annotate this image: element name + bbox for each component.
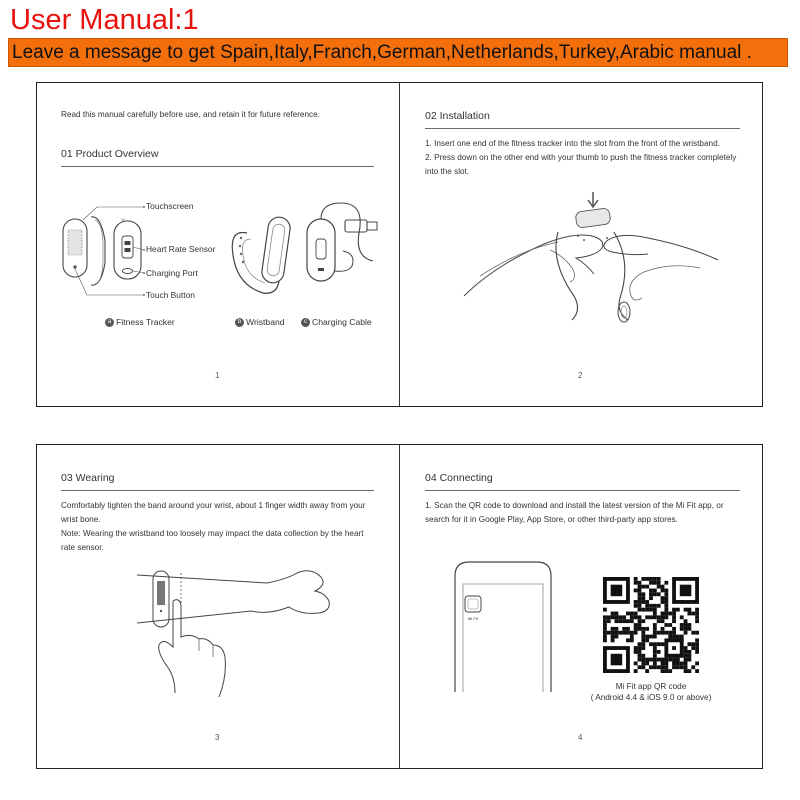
wearing-illustration — [37, 563, 399, 703]
section-heading: 04 Connecting — [425, 472, 493, 484]
caption-badge: c — [301, 318, 310, 327]
qr-caption-title: Mi Fit app QR code — [615, 682, 687, 691]
caption-charging-cable: c Charging Cable — [301, 317, 372, 327]
heading-rule — [425, 128, 740, 129]
page-number: 2 — [578, 371, 583, 380]
language-banner — [8, 38, 788, 67]
page-installation — [400, 83, 762, 406]
connecting-step-1: 1. Scan the QR code to download and install the latest version of the Mi Fit app, or search for it in Google Play, App Store, or other third-party app stores. — [425, 501, 724, 524]
page-number: 1 — [215, 371, 220, 380]
heading-rule — [425, 490, 740, 491]
manual-spread-1 — [36, 82, 763, 407]
caption-fitness-tracker: a Fitness Tracker — [105, 317, 175, 327]
qr-code — [603, 577, 699, 673]
caption-wristband: b Wristband — [235, 317, 285, 327]
section-heading: 01 Product Overview — [61, 148, 159, 160]
wearing-note: Note: Wearing the wristband too loosely may impact the data collection by the heart rate sensor. — [61, 529, 364, 552]
touch-button-label: Touch Button — [146, 290, 195, 300]
heart-rate-sensor-label: Heart Rate Sensor — [146, 244, 216, 254]
touchscreen-label: Touchscreen — [146, 201, 194, 211]
section-heading: 02 Installation — [425, 110, 490, 122]
app-name-label: Mi Fit — [468, 616, 478, 621]
language-banner-text: Leave a message to get Spain,Italy,Franch,German,Netherlands,Turkey,Arabic manual . — [12, 42, 752, 63]
page-connecting — [400, 445, 762, 768]
wearing-instruction: Comfortably tighten the band around your wrist, about 1 finger width away from your wrist bone. — [61, 501, 366, 524]
page-product-overview — [37, 83, 399, 406]
device-mark: MI — [121, 217, 126, 222]
manual-spread-2 — [36, 444, 763, 769]
heading-rule — [61, 490, 374, 491]
caption-badge: b — [235, 318, 244, 327]
intro-text: Read this manual carefully before use, and retain it for future reference. — [61, 110, 320, 119]
charging-port-label: Charging Port — [146, 268, 198, 278]
installation-illustration — [400, 188, 762, 328]
installation-step-1: 1. Insert one end of the fitness tracker into the slot from the front of the wristband. — [425, 139, 720, 148]
fitness-tracker-illustration — [37, 83, 399, 283]
installation-step-2: 2. Press down on the other end with your thumb to push the fitness tracker completely into the slot. — [425, 153, 737, 176]
page-number: 4 — [578, 733, 583, 742]
caption-badge: a — [105, 318, 114, 327]
page-number: 3 — [215, 733, 220, 742]
qr-caption-requirement: ( Android 4.4 & iOS 9.0 or above) — [590, 693, 712, 702]
phone-illustration — [455, 562, 555, 692]
section-heading: 03 Wearing — [61, 472, 115, 484]
manual-title: User Manual:1 — [10, 4, 199, 36]
page-wearing — [37, 445, 399, 768]
